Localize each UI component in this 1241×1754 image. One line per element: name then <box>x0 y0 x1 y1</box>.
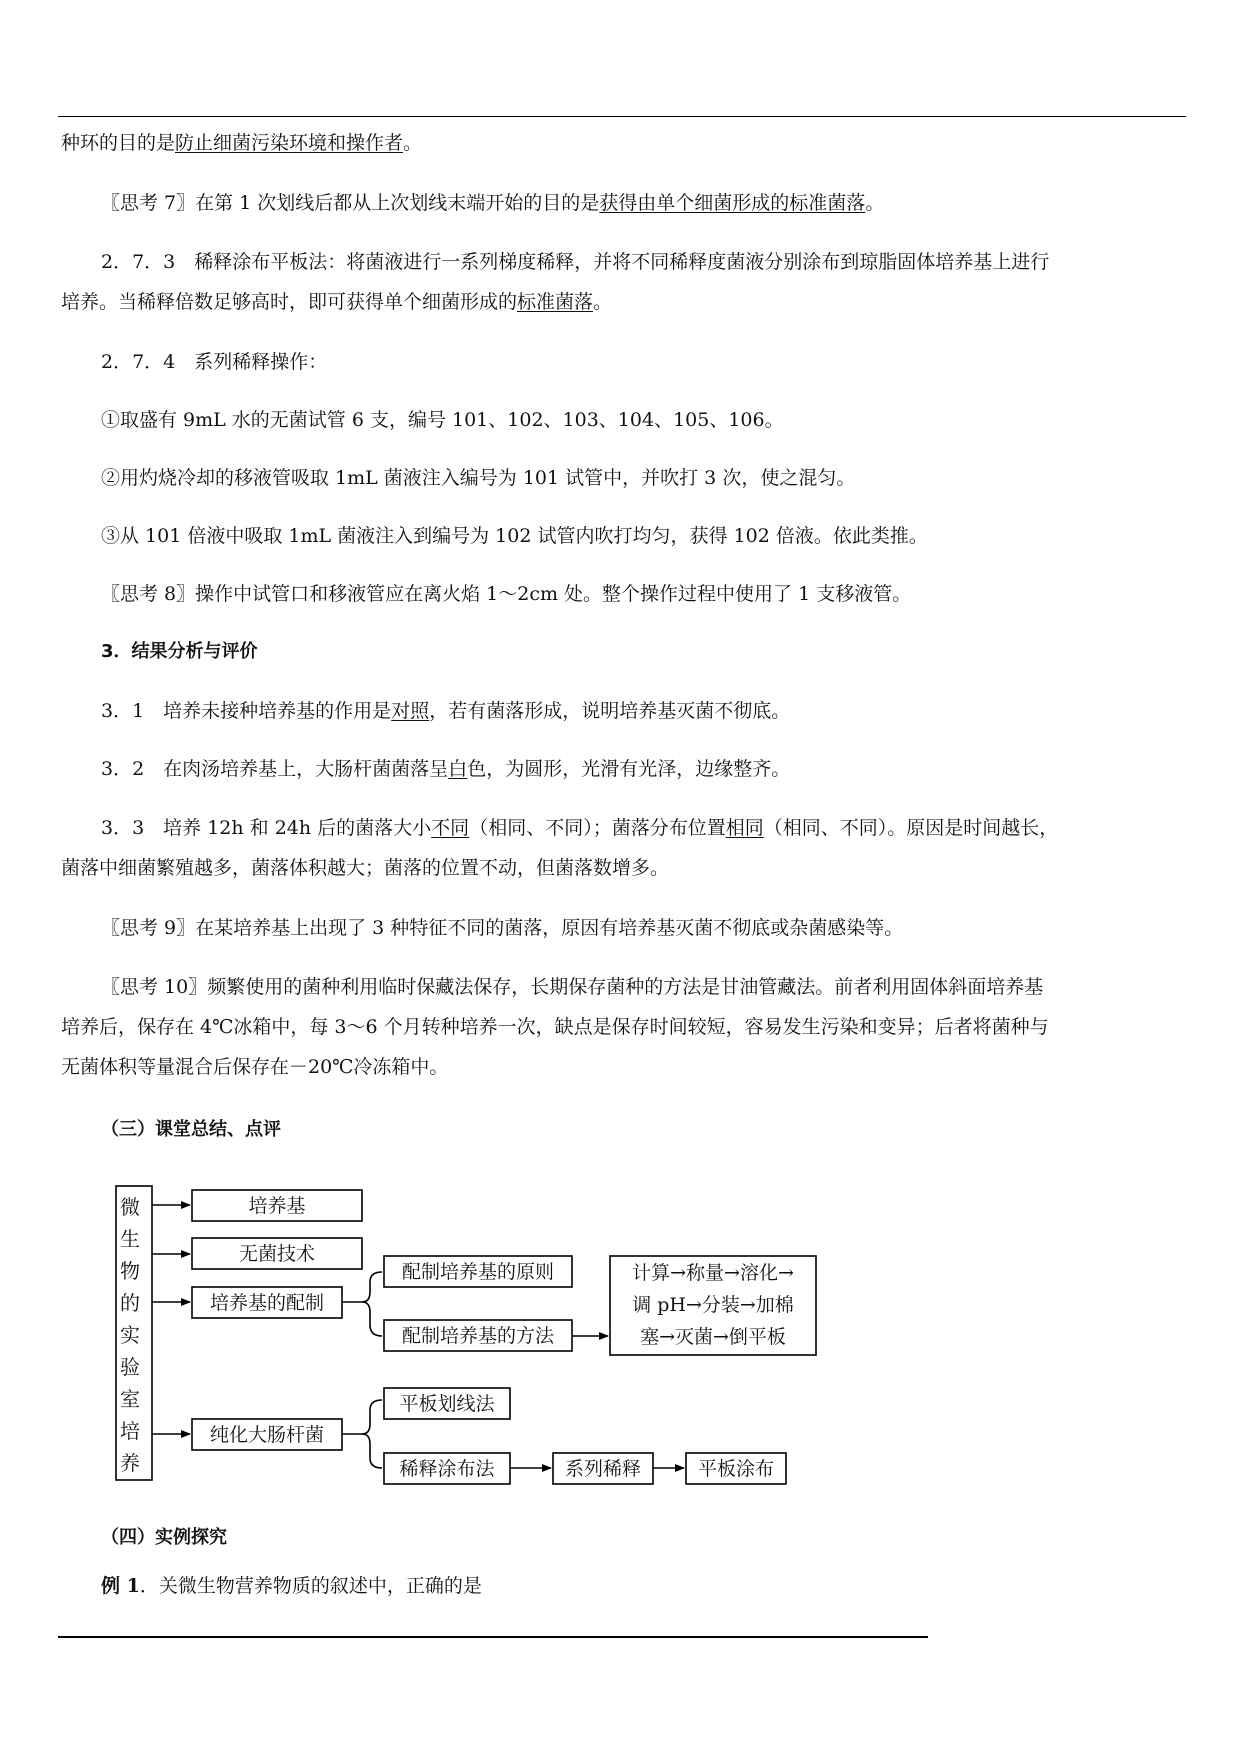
example-text: ．关微生物营养物质的叙述中，正确的是 <box>139 1575 482 1597</box>
step-1: ①取盛有 9mL 水的无菌试管 6 支，编号 101、102、103、104、105、106。 <box>101 409 784 431</box>
answer-underlined: 标准菌落 <box>517 291 594 313</box>
box-steps-line: 调 pH→分装→加棉 <box>632 1294 794 1316</box>
box-plate-label: 平板涂布 <box>697 1458 774 1480</box>
answer-underlined: 获得由单个细菌形成的标准菌落 <box>599 192 866 214</box>
step-2: ②用灼烧冷却的移液管吸取 1mL 菌液注入编号为 101 试管中，并吹打 3 次，使之混匀。 <box>101 467 856 489</box>
answer-underlined: 防止细菌污染环境和操作者 <box>175 132 404 154</box>
answer-underlined: 相同 <box>725 817 764 839</box>
heading-example: （四）实例探究 <box>101 1527 227 1548</box>
text: 种环的目的是 <box>61 132 176 154</box>
text: 3．1 培养未接种培养基的作用是 <box>101 700 392 722</box>
box-spread-label: 稀释涂布法 <box>399 1458 495 1480</box>
box-prep-label: 培养基的配制 <box>209 1292 324 1314</box>
think10-line1: 〖思考 10〗频繁使用的菌种利用临时保藏法保存，长期保存菌种的方法是甘油管藏法。前者利用固体斜面培养基 <box>101 976 1044 998</box>
heading-summary: （三）课堂总结、点评 <box>101 1119 281 1140</box>
box-steps-line: 计算→称量→溶化→ <box>632 1262 794 1284</box>
root-char: 养 <box>120 1451 140 1475</box>
box-medium-label: 培养基 <box>248 1195 306 1217</box>
think10-line3: 无菌体积等量混合后保存在－20℃冷冻箱中。 <box>61 1056 449 1078</box>
answer-underlined: 白 <box>448 758 468 780</box>
heading-3: 3．结果分析与评价 <box>101 641 258 662</box>
box-streak-label: 平板划线法 <box>399 1393 495 1415</box>
example-label: 例 1 <box>101 1575 140 1597</box>
box-steps-line: 塞→灭菌→倒平板 <box>640 1326 786 1348</box>
text: 。 <box>403 132 423 154</box>
answer-underlined: 不同 <box>431 817 470 839</box>
root-char: 生 <box>120 1227 140 1251</box>
box-principle-label: 配制培养基的原则 <box>401 1261 554 1283</box>
root-char: 的 <box>120 1291 140 1315</box>
text: 3．2 在肉汤培养基上，大肠杆菌菌落呈 <box>101 758 449 780</box>
text: 培养。当稀释倍数足够高时，即可获得单个细菌形成的 <box>61 291 518 313</box>
section-2-7-4: 2．7．4 系列稀释操作： <box>101 351 328 373</box>
box-purify-label: 纯化大肠杆菌 <box>209 1424 324 1446</box>
text: 。 <box>593 291 613 313</box>
root-char: 培 <box>120 1419 140 1443</box>
text: 3．3 培养 12h 和 24h 后的菌落大小 <box>101 817 432 839</box>
root-char: 室 <box>120 1387 140 1411</box>
box-serial-label: 系列稀释 <box>564 1458 641 1480</box>
root-char: 物 <box>120 1259 140 1283</box>
text: （相同、不同）。原因是时间越长， <box>763 817 1059 839</box>
root-char: 实 <box>120 1323 140 1347</box>
think8: 〖思考 8〗操作中试管口和移液管应在离火焰 1～2cm 处。整个操作过程中使用了 1 支移液管。 <box>101 583 912 605</box>
box-method-label: 配制培养基的方法 <box>401 1325 554 1347</box>
brace <box>362 1272 382 1336</box>
step-3: ③从 101 倍液中吸取 1mL 菌液注入到编号为 102 试管内吹打均匀，获得 102 倍液。依此类推。 <box>101 525 928 547</box>
text: （相同、不同）；菌落分布位置 <box>469 817 726 839</box>
footer-rule <box>58 1636 928 1638</box>
root-char: 验 <box>120 1355 140 1379</box>
think10-line2: 培养后，保存在 4℃冰箱中，每 3～6 个月转种培养一次，缺点是保存时间较短，容易发生污染和变异；后者将菌种与 <box>61 1016 1049 1038</box>
think9: 〖思考 9〗在某培养基上出现了 3 种特征不同的菌落，原因有培养基灭菌不彻底或杂菌感染等。 <box>101 917 904 939</box>
example-1 <box>101 1574 482 1598</box>
result-3-3-line2: 菌落中细菌繁殖越多，菌落体积越大；菌落的位置不动，但菌落数增多。 <box>61 857 670 879</box>
box-aseptic-label: 无菌技术 <box>238 1243 315 1265</box>
brace <box>362 1400 382 1468</box>
answer-underlined: 对照 <box>391 700 430 722</box>
text: ，若有菌落形成，说明培养基灭菌不彻底。 <box>429 700 791 722</box>
text: 色，为圆形，光滑有光泽，边缘整齐。 <box>467 758 791 780</box>
root-char: 微 <box>120 1195 140 1219</box>
text: 〖思考 7〗在第 1 次划线后都从上次划线末端开始的目的是 <box>101 192 600 214</box>
text: 2．7．3 稀释涂布平板法：将菌液进行一系列梯度稀释，并将不同稀释度菌液分别涂布到琼脂固体培养基上进行 <box>101 251 1050 273</box>
text: 。 <box>865 192 885 214</box>
